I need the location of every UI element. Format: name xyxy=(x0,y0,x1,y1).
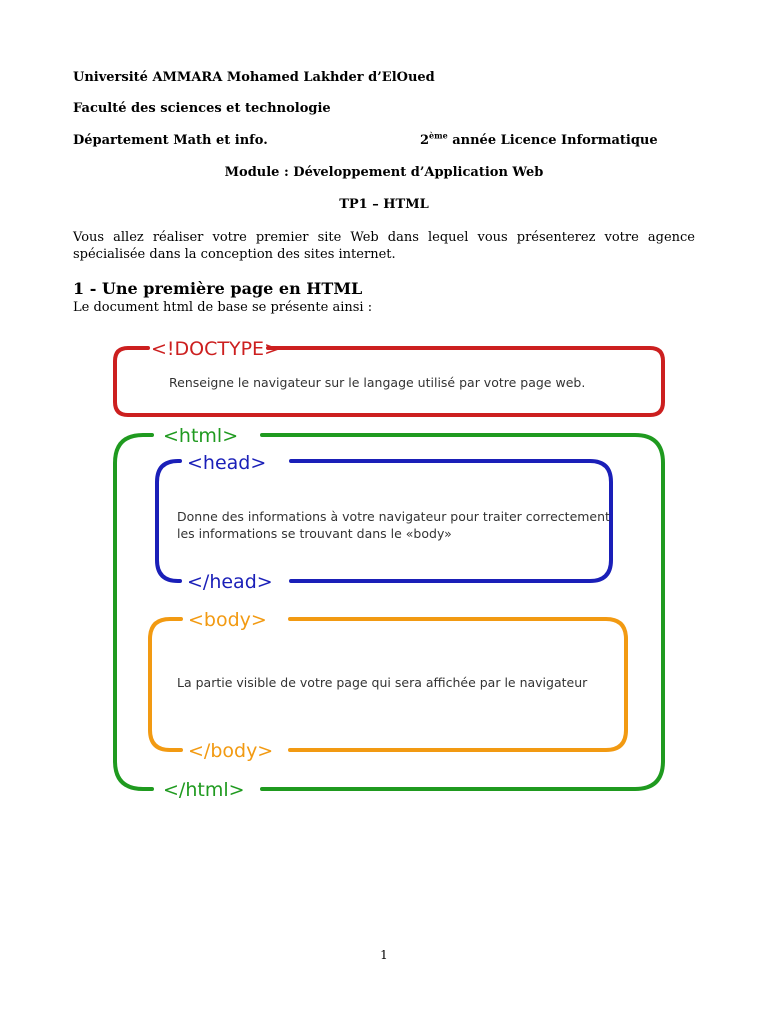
university-name: Université AMMARA Mohamed Lakhder d’ElOued xyxy=(73,70,435,85)
html-open-tag: <html> xyxy=(163,425,239,447)
body-close-tag: </body> xyxy=(188,740,274,762)
intro-paragraph: Vous allez réaliser votre premier site Web dans lequel vous présenterez votre agence spécialisée dans la conception des sites internet. xyxy=(73,230,695,262)
module-title: Module : Développement d’Application Web xyxy=(224,165,544,180)
department-name: Département Math et info. xyxy=(73,133,268,148)
head-open-tag: <head> xyxy=(187,452,267,474)
head-description-line1: Donne des informations à votre navigateur pour traiter correctement xyxy=(177,509,610,524)
tp-title: TP1 – HTML xyxy=(339,197,429,212)
section-subtitle: Le document html de base se présente ainsi : xyxy=(73,300,373,315)
page-number: 1 xyxy=(380,948,388,962)
head-close-tag: </head> xyxy=(187,571,273,593)
head-description-line2: les informations se trouvant dans le «body» xyxy=(177,526,452,541)
body-description: La partie visible de votre page qui sera affichée par le navigateur xyxy=(177,675,588,690)
year-superscript: ème xyxy=(429,130,448,141)
year-label: année Licence Informatique xyxy=(447,133,658,148)
faculty-name: Faculté des sciences et technologie xyxy=(73,101,331,116)
section-title: 1 - Une première page en HTML xyxy=(73,279,363,298)
doctype-tag: <!DOCTYPE> xyxy=(151,338,280,360)
body-open-tag: <body> xyxy=(188,609,267,631)
doctype-description: Renseigne le navigateur sur le langage utilisé par votre page web. xyxy=(169,375,586,390)
html-close-tag: </html> xyxy=(163,779,245,801)
year-number: 2 xyxy=(420,133,430,148)
